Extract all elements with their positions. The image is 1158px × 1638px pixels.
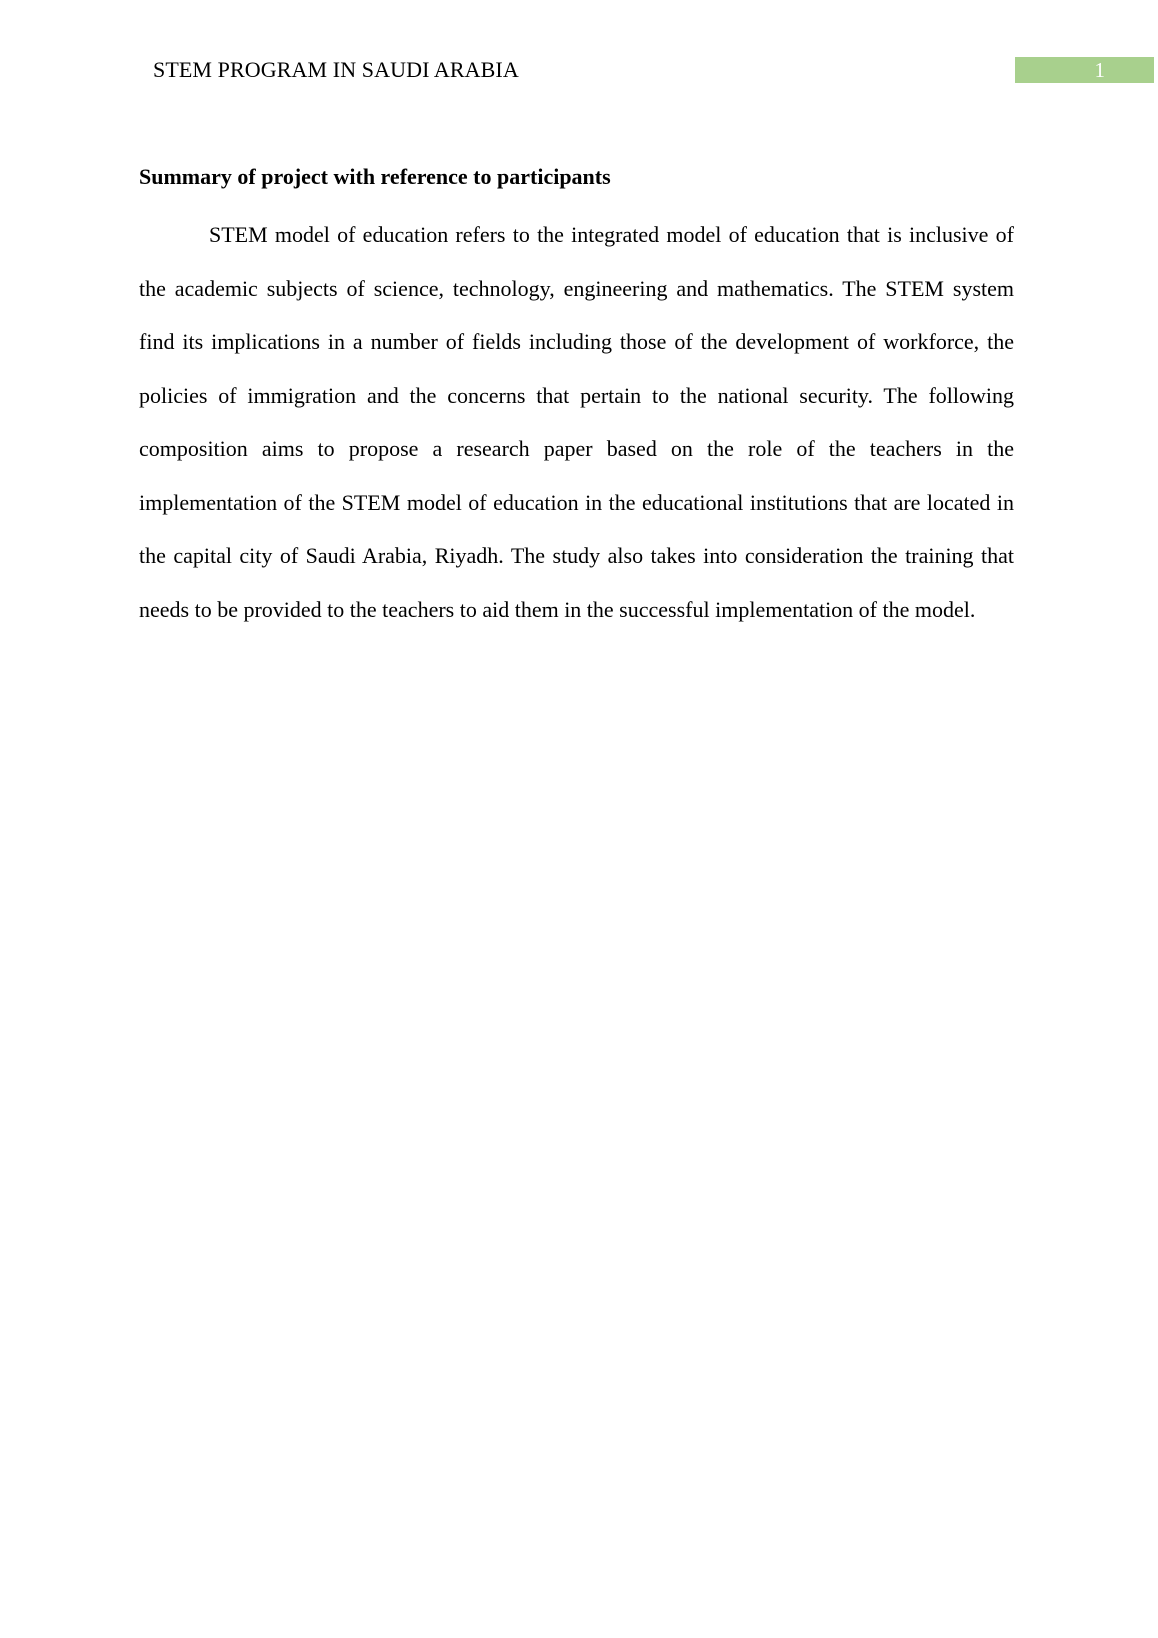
section-heading: Summary of project with reference to participants [139, 164, 611, 189]
page-number: 1 [1094, 58, 1105, 82]
body-paragraph: STEM model of education refers to the integrated model of education that is inclusive of the academic subjects of science, technology, engineering and mathematics. The STEM system find its implications in a number of fields including those of the development of workforce, the policies of immigration and the concerns that pertain to the national security. The following composition aims to propose a research paper based on the role of the teachers in the implementation of the STEM model of education in the educational institutions that are located in the capital city of Saudi Arabia, Riyadh. The study also takes into consideration the training that needs to be provided to the teachers to aid them in the successful implementation of the model. [139, 222, 1014, 622]
running-head: STEM PROGRAM IN SAUDI ARABIA [153, 57, 519, 82]
